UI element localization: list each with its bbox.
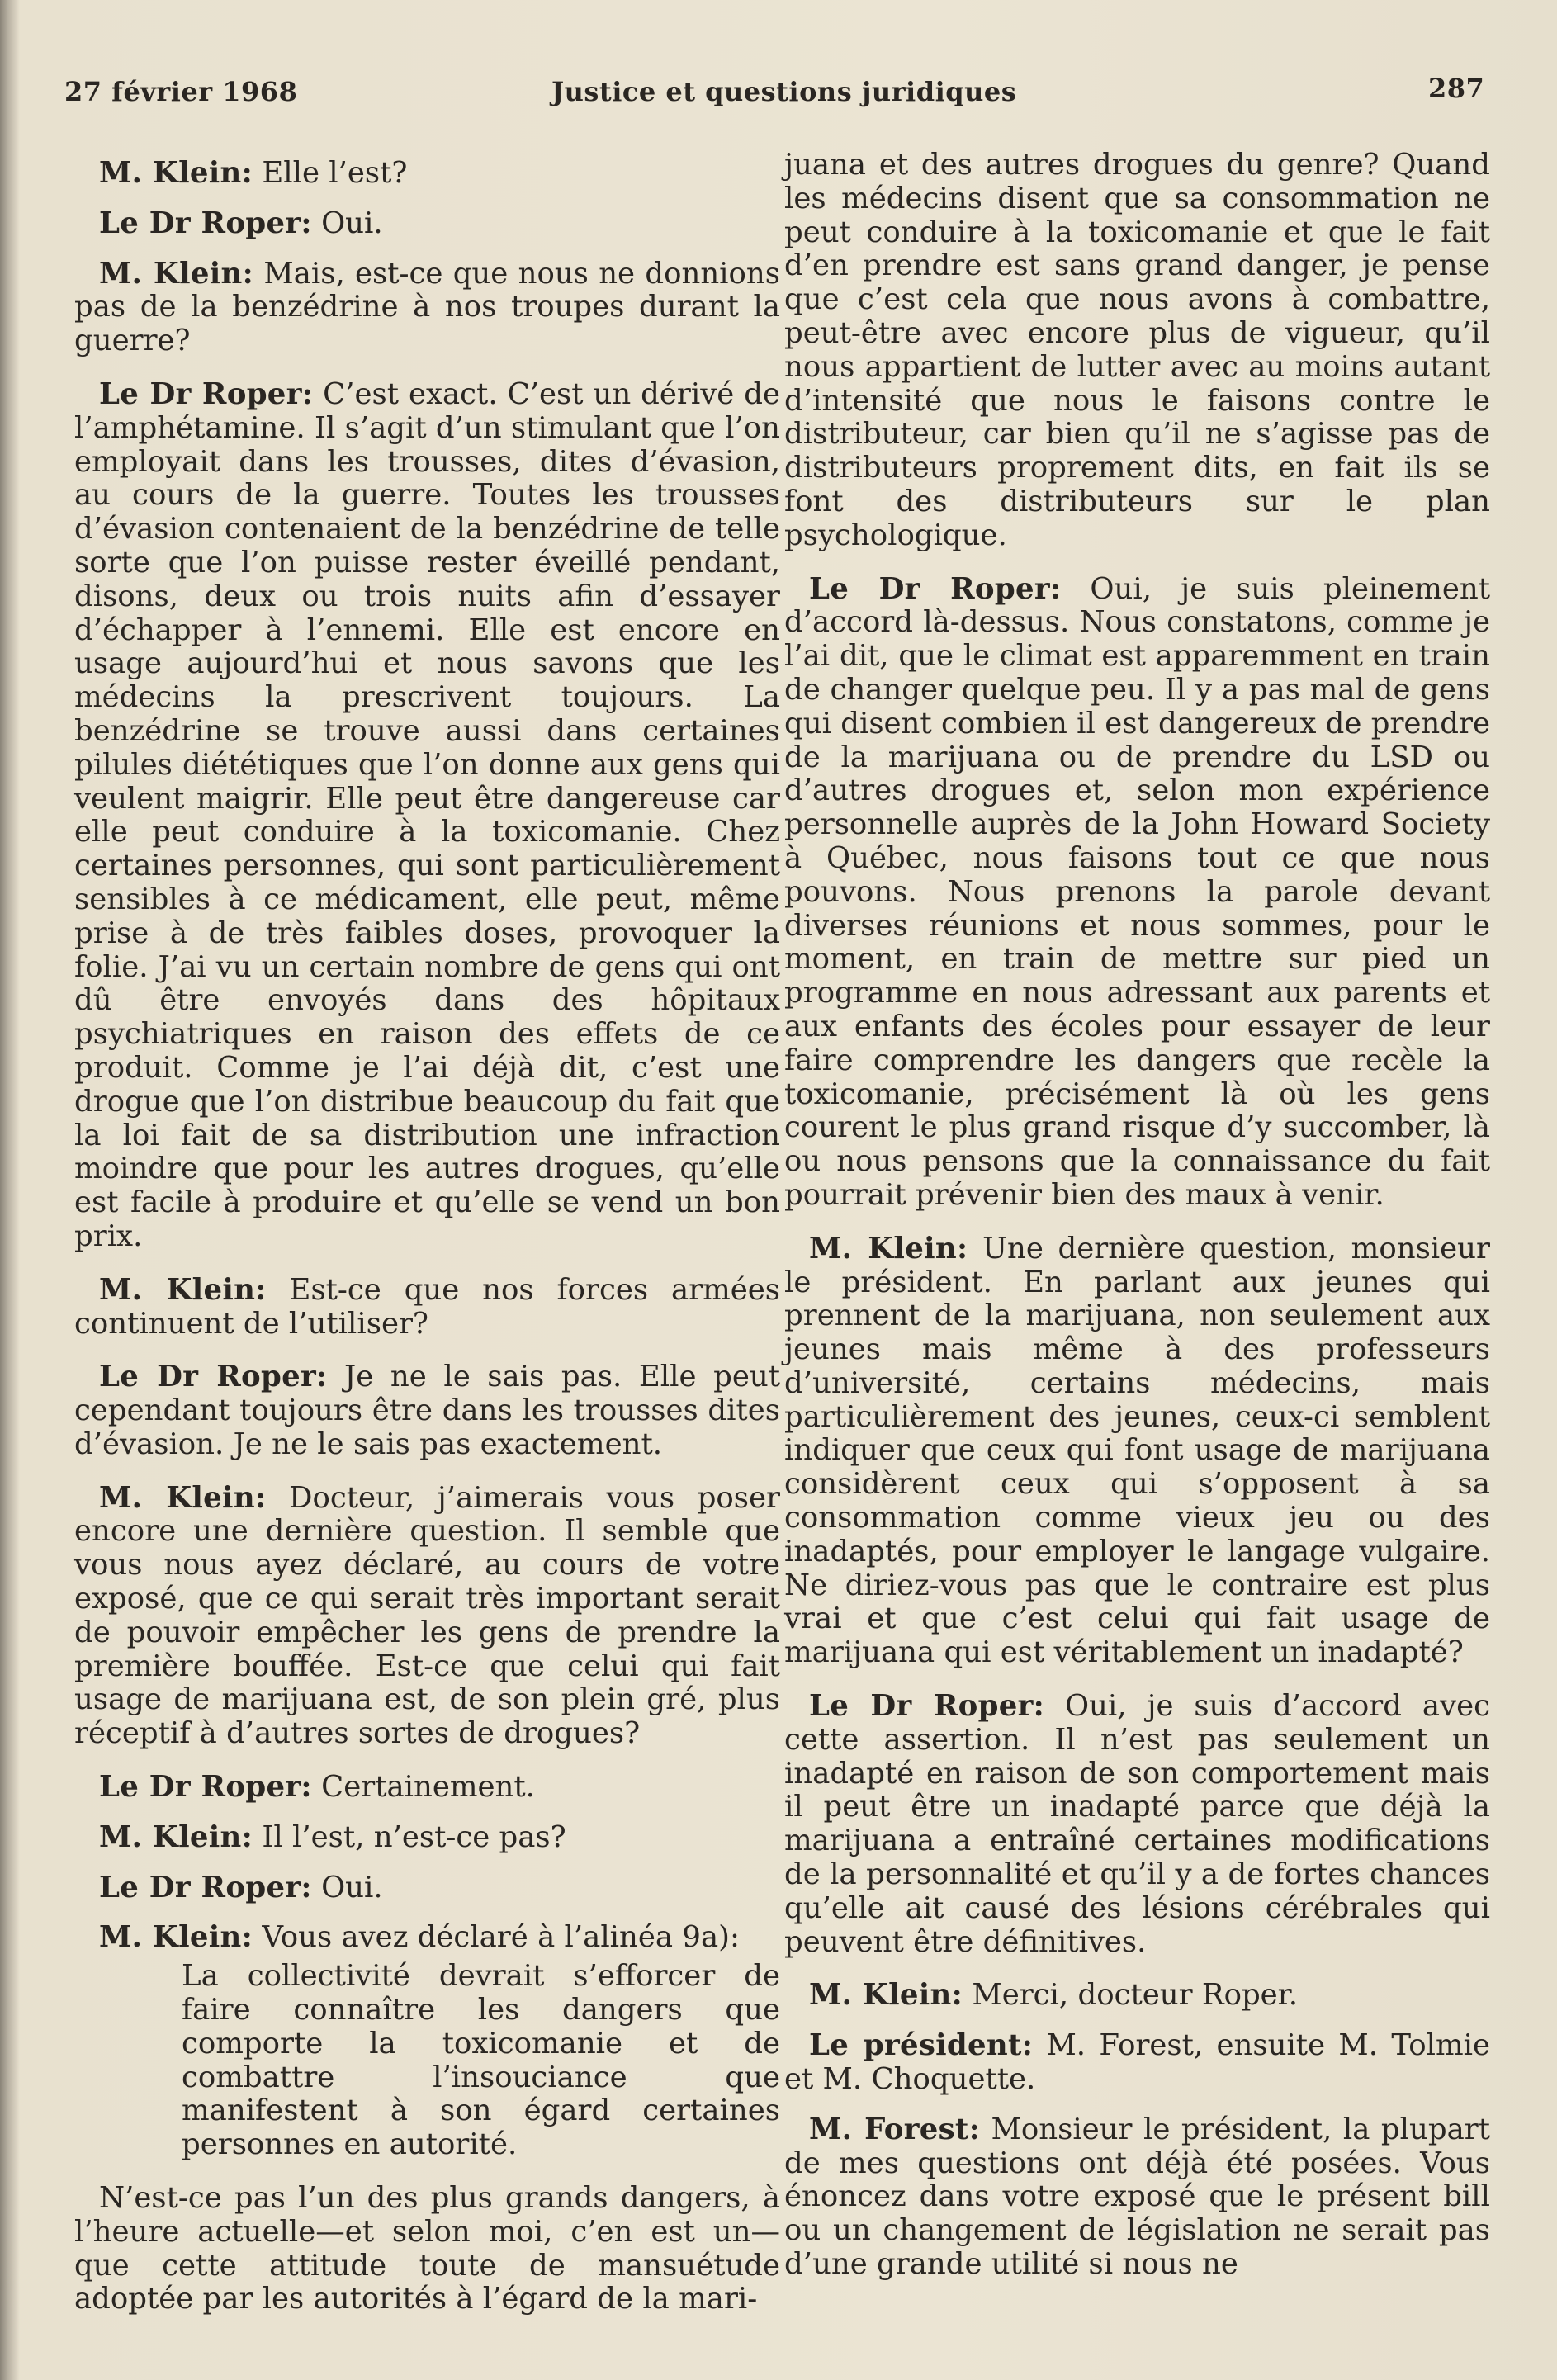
speaker-label: Le Dr Roper: (99, 206, 312, 240)
dialogue-text: Une dernière question, monsieur le président. En parlant aux jeunes qui prennent de la marijuana, non seulement aux jeunes mais même à des professeurs d’université, certains médecins, mais particulièrement des jeunes, ceux-ci semblent indiquer que ceux qui font usage de marijuana considèrent ceux qui s’opposent à sa consommation comme vieux jeu ou des inadaptés, pour employer le langage vulgaire. Ne diriez-vous pas que le contraire est plus vrai et que c’est celui qui fait usage de marijuana qui est véritablement un inadapté? (784, 1231, 1490, 1670)
dialogue-paragraph (74, 207, 780, 241)
dialogue-text: Oui, je suis pleinement d’accord là-dessus. Nous constatons, comme je l’ai dit, que le climat est apparemment en train de changer quelque peu. Il y a pas mal de gens qui disent combien il est dangereux de prendre de la marijuana ou de prendre du LSD ou d’autres drogues et, selon mon expérience personnelle auprès de la John Howard Society à Québec, nous faisons tout ce que nous pouvons. Nous prenons la parole devant diverses réunions et nous sommes, pour le moment, en train de mettre sur pied un programme en nous adressant aux parents et aux enfants des écoles pour essayer de leur faire comprendre les dangers que recèle la toxicomanie, précisément là où les gens courent le plus grand risque d’y succomber, là ou nous pensons que la connaissance du fait pourrait prévenir bien des maux à venir. (784, 571, 1490, 1212)
speaker-label: Le Dr Roper: (99, 1360, 328, 1394)
speaker-label: Le président: (809, 2028, 1034, 2063)
speaker-label: M. Klein: (809, 1231, 968, 1266)
speaker-label: M. Klein: (99, 1272, 267, 1307)
header-title: Justice et questions juridiques (551, 76, 1017, 107)
speaker-label: Le Dr Roper: (99, 1770, 312, 1805)
dialogue-paragraph (784, 1979, 1490, 2013)
dialogue-text: Oui. (321, 1870, 383, 1904)
dialogue-text: Certainement. (321, 1770, 535, 1805)
dialogue-text: M. Forest, ensuite M. Tolmie et M. Choquette. (784, 2028, 1490, 2097)
dialogue-paragraph (74, 1482, 780, 1751)
dialogue-paragraph (74, 378, 780, 1254)
speaker-label: M. Klein: (99, 1819, 253, 1854)
continued-paragraph: juana et des autres drogues du genre? Quand les médecins disent que sa consommation ne peut conduire à la toxicomanie et que le fait d’en prendre est sans grand danger, je pense que c’est cela que nous avons à combattre, peut-être avec encore plus de vigueur, qu’il nous appartient de lutter avec au moins autant d’intensité que nous le faisons contre le distributeur, car bien qu’il ne s’agisse pas de distributeurs proprement dits, en fait ils se font des distributeurs sur le plan psychologique. (784, 148, 1490, 552)
dialogue-paragraph (74, 1274, 780, 1341)
left-column (74, 157, 780, 2336)
dialogue-text: Elle l’est? (262, 156, 408, 190)
dialogue-paragraph (784, 1233, 1490, 1670)
dialogue-text: C’est exact. C’est un dérivé de l’amphétamine. Il s’agit d’un stimulant que l’on employait dans les trousses, dites d’évasion, au cours de la guerre. Toutes les trousses d’évasion contenaient de la benzédrine de telle sorte que l’on puisse rester éveillé pendant, disons, deux ou trois nuits afin d’essayer d’échapper à l’ennemi. Elle est encore en usage aujourd’hui et nous savons que les médecins la prescrivent toujours. La benzédrine se trouve aussi dans certaines pilules diététiques que l’on donne aux gens qui veulent maigrir. Elle peut être dangereuse car elle peut conduire à la toxicomanie. Chez certaines personnes, qui sont particulièrement sensibles à ce médicament, elle peut, même prise à de très faibles doses, provoquer la folie. J’ai vu un certain nombre de gens qui ont dû être envoyés dans des hôpitaux psychiatriques en raison des effets de ce produit. Comme je l’ai déjà dit, c’est une drogue que l’on distribue beaucoup du fait que la loi fait de sa distribution une infraction moindre que pour les autres drogues, qu’elle est facile à produire et qu’elle se vend un bon prix. (74, 376, 780, 1253)
speaker-label: Le Dr Roper: (809, 571, 1062, 606)
dialogue-text: Oui, je suis d’accord avec cette assertion. Il n’est pas seulement un inadapté en raison de son comportement mais il peut être un inadapté parce que déjà la marijuana a entraîné certaines modifications de la personnalité et qu’il y a de fortes chances qu’elle ait causé des lésions cérébrales qui peuvent être définitives. (784, 1689, 1490, 1959)
header-date: 27 février 1968 (64, 76, 298, 107)
speaker-label: M. Klein: (99, 1920, 253, 1955)
dialogue-text: Est-ce que nos forces armées continuent de l’utiliser? (74, 1272, 780, 1341)
dialogue-paragraph (74, 1360, 780, 1461)
dialogue-text: Docteur, j’aimerais vous poser encore une dernière question. Il semble que vous nous ayez déclaré, au cours de votre exposé, que ce qui serait très important serait de pouvoir empêcher les gens de prendre la première bouffée. Est-ce que celui qui fait usage de marijuana est, de son plein gré, plus réceptif à d’autres sortes de drogues? (74, 1480, 780, 1751)
dialogue-text: Mais, est-ce que nous ne donnions pas de la benzédrine à nos troupes durant la guerre? (74, 256, 780, 358)
speaker-label: M. Klein: (809, 1978, 963, 2013)
speaker-label: M. Klein: (99, 1480, 267, 1515)
right-column (784, 149, 1490, 2302)
dialogue-paragraph (784, 2029, 1490, 2097)
dialogue-paragraph (74, 258, 780, 358)
dialogue-paragraph (74, 1871, 780, 1905)
dialogue-paragraph (74, 1821, 780, 1855)
dialogue-paragraph (74, 1771, 780, 1805)
speaker-label: M. Klein: (99, 256, 254, 291)
dialogue-paragraph: N’est-ce pas l’un des plus grands dangers, à l’heure actuelle—et selon moi, c’en est un—que cette attitude toute de mansuétude adoptée par les autorités à l’égard de la mari- (74, 2181, 780, 2316)
block-quote: La collectivité devrait s’efforcer de faire connaître les dangers que comporte la toxicomanie et de combattre l’insouciance que manifestent à son égard certaines personnes en autorité. (182, 1959, 780, 2162)
dialogue-paragraph (784, 2113, 1490, 2282)
dialogue-paragraph (74, 1921, 780, 1955)
speaker-label: M. Klein: (99, 156, 253, 190)
dialogue-text: Merci, docteur Roper. (972, 1978, 1299, 2013)
dialogue-text: Oui. (321, 206, 383, 240)
dialogue-text: Il l’est, n’est-ce pas? (262, 1819, 566, 1854)
dialogue-text: Je ne le sais pas. Elle peut cependant toujours être dans les trousses dites d’évasion. Je ne le sais pas exactement. (74, 1360, 780, 1461)
dialogue-paragraph (74, 157, 780, 191)
dialogue-text: Monsieur le président, la plupart de mes questions ont déjà été posées. Vous énoncez dans votre exposé que le présent bill ou un changement de législation ne serait pas d’une grande utilité si nous ne (784, 2112, 1490, 2282)
dialogue-text: Vous avez déclaré à l’alinéa 9a): (262, 1920, 740, 1955)
speaker-label: M. Forest: (809, 2112, 980, 2146)
dialogue-paragraph (784, 573, 1490, 1213)
speaker-label: Le Dr Roper: (809, 1689, 1045, 1724)
dialogue-paragraph (784, 1690, 1490, 1959)
speaker-label: Le Dr Roper: (99, 1870, 312, 1904)
page-number: 287 (1428, 73, 1485, 104)
speaker-label: Le Dr Roper: (99, 376, 314, 411)
